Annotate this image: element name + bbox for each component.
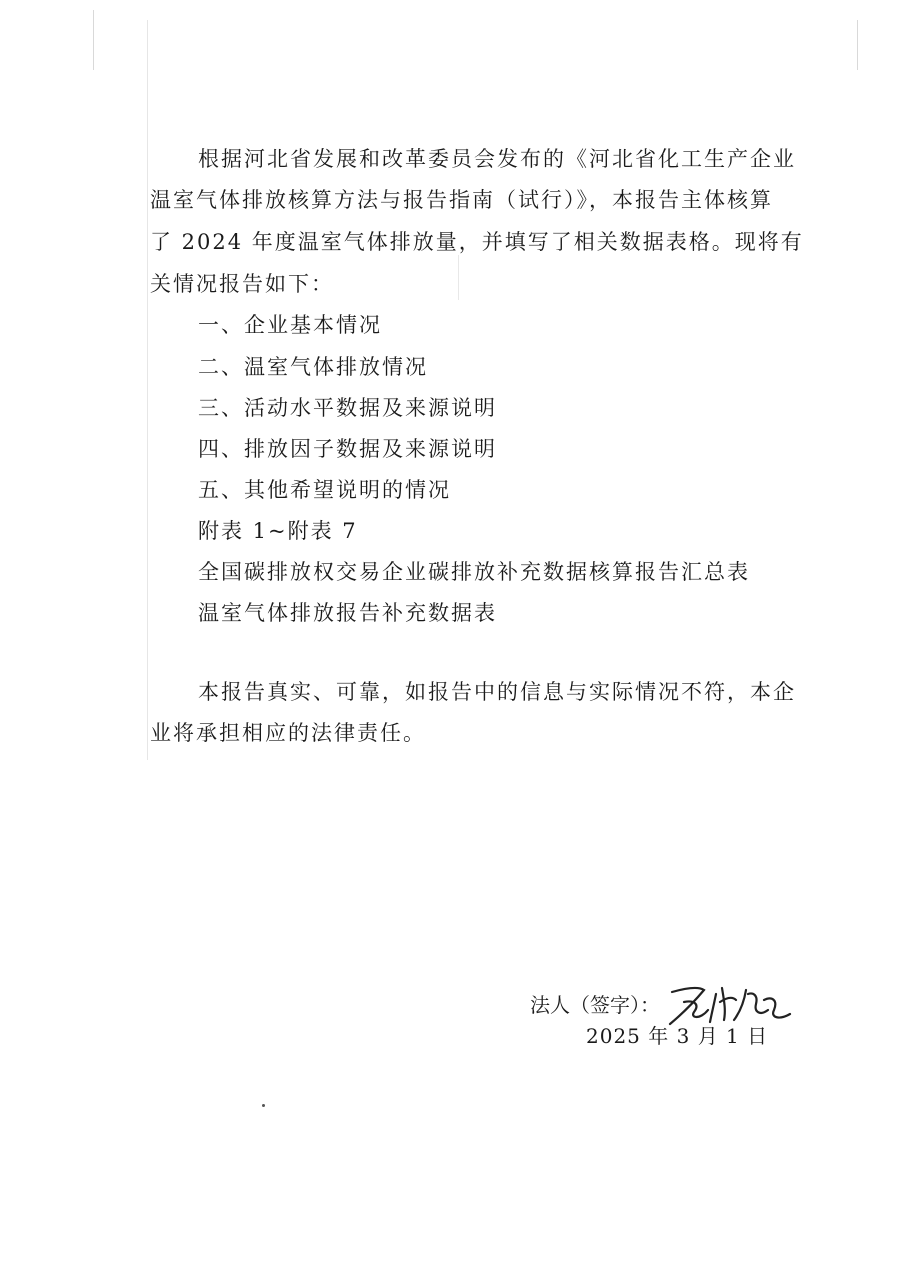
list-item: 附表 1~附表 7 <box>198 519 358 543</box>
paragraph-1-line-4: 关情况报告如下： <box>150 272 334 296</box>
list-item: 温室气体排放报告补充数据表 <box>198 601 497 625</box>
paragraph-2-line-1: 本报告真实、可靠，如报告中的信息与实际情况不符，本企 <box>198 680 796 704</box>
scan-artifact-line <box>147 20 148 760</box>
scan-artifact-line <box>857 20 858 70</box>
list-item: 三、活动水平数据及来源说明 <box>198 396 497 420</box>
paragraph-1-line-2: 温室气体排放核算方法与报告指南（试行）》，本报告主体核算 <box>150 188 773 212</box>
list-item: 全国碳排放权交易企业碳排放补充数据核算报告汇总表 <box>198 560 750 584</box>
signature-date: 2025 年 3 月 1 日 <box>586 1024 769 1048</box>
list-item: 五、其他希望说明的情况 <box>198 478 451 502</box>
list-item: 四、排放因子数据及来源说明 <box>198 437 497 461</box>
list-item: 一、企业基本情况 <box>198 313 382 337</box>
paragraph-1-line-3: 了 2024 年度温室气体排放量，并填写了相关数据表格。现将有 <box>150 230 804 254</box>
scan-artifact-line <box>93 10 94 70</box>
scan-artifact-line <box>458 255 459 300</box>
scan-speck <box>262 1104 265 1107</box>
paragraph-1-line-1: 根据河北省发展和改革委员会发布的《河北省化工生产企业 <box>198 147 796 171</box>
paragraph-2-line-2: 业将承担相应的法律责任。 <box>150 721 426 745</box>
list-item: 二、温室气体排放情况 <box>198 355 428 379</box>
signature-label: 法人（签字）： <box>530 993 660 1017</box>
